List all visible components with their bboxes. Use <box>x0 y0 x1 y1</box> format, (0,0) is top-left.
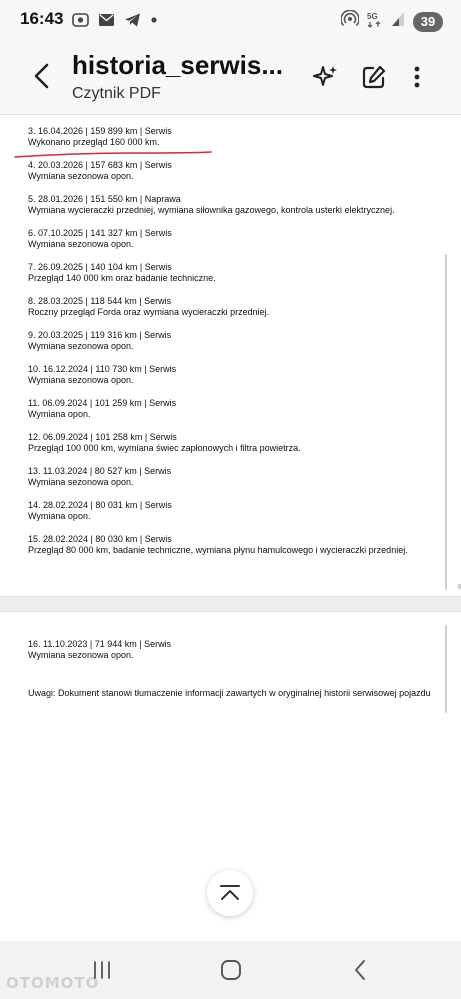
entry-detail: Wymiana sezonowa opon. <box>28 239 134 249</box>
entry-detail: Przegląd 140 000 km oraz badanie techniczne. <box>28 273 216 283</box>
history-entry <box>28 432 301 454</box>
more-vert-icon <box>410 65 424 89</box>
mail-icon <box>98 12 115 33</box>
back-icon <box>353 960 367 980</box>
status-bar <box>0 0 461 42</box>
entry-detail: Wymiana sezonowa opon. <box>28 171 134 181</box>
entry-detail: Wymiana sezonowa opon. <box>28 650 134 660</box>
svg-text:5G: 5G <box>367 12 378 21</box>
5g-icon <box>367 10 383 33</box>
entry-detail: Wymiana sezonowa opon. <box>28 341 134 351</box>
entry-heading: 9. 20.03.2025 | 119 316 km | Serwis <box>28 330 172 340</box>
history-entry <box>28 466 171 488</box>
hotspot-icon <box>341 10 359 33</box>
history-entry <box>28 534 408 556</box>
history-entry <box>28 296 269 318</box>
entry-heading: 11. 06.09.2024 | 101 259 km | Serwis <box>28 398 177 408</box>
entry-detail: Roczny przegląd Forda oraz wymiana wycieraczki przedniej. <box>28 307 270 317</box>
home-button[interactable] <box>216 959 246 981</box>
chevron-left-icon <box>33 63 51 89</box>
home-icon <box>220 959 242 981</box>
status-system-icons <box>341 10 443 33</box>
signal-icon <box>391 11 405 32</box>
entry-detail: Przegląd 80 000 km, badanie techniczne, wymiana płynu hamulcowego i wycieraczki przedniej. <box>28 545 408 555</box>
scroll-to-top-button[interactable] <box>207 870 253 916</box>
page-separator <box>0 596 461 612</box>
screenshot-icon <box>72 12 89 33</box>
entry-heading: 3. 16.04.2026 | 159 899 km | Serwis <box>28 126 172 136</box>
entry-heading: 4. 20.03.2026 | 157 683 km | Serwis <box>28 160 172 170</box>
history-entry <box>28 500 172 522</box>
entry-heading: 16. 11.10.2023 | 71 944 km | Serwis <box>28 639 172 649</box>
telegram-icon <box>124 12 141 33</box>
entry-detail: Wymiana opon. <box>28 409 91 419</box>
document-note <box>28 688 431 699</box>
entry-detail: Wykonano przegląd 160 000 km. <box>28 137 160 147</box>
entry-heading: 8. 28.03.2025 | 118 544 km | Serwis <box>28 296 172 306</box>
more-options-button[interactable] <box>402 62 432 92</box>
history-entry <box>28 262 216 284</box>
entry-heading: 15. 28.02.2024 | 80 030 km | Serwis <box>28 534 172 544</box>
entry-detail: Wymiana sezonowa opon. <box>28 375 134 385</box>
red-underline-annotation <box>14 151 212 159</box>
pdf-viewer[interactable] <box>0 115 461 941</box>
entry-detail: Przegląd 100 000 km, wymiana świec zapłonowych i filtra powietrza. <box>28 443 301 453</box>
note-text: Uwagi: Dokument stanowi tłumaczenie informacji zawartych w oryginalnej historii serwisowej pojazdu <box>28 688 431 698</box>
status-time: 16:43 <box>20 9 64 28</box>
history-entry <box>28 228 172 250</box>
history-entry <box>28 194 395 216</box>
history-entry <box>28 330 171 352</box>
history-entry <box>28 126 172 148</box>
entry-detail: Wymiana opon. <box>28 511 91 521</box>
entry-heading: 14. 28.02.2024 | 80 031 km | Serwis <box>28 500 172 510</box>
app-subtitle: Czytnik PDF <box>72 85 161 102</box>
app-bar <box>0 42 461 115</box>
history-entry <box>28 398 176 420</box>
edit-icon <box>361 64 387 90</box>
entry-heading: 6. 07.10.2025 | 141 327 km | Serwis <box>28 228 172 238</box>
history-entry <box>28 160 172 182</box>
watermark-logo: OTOMOTO <box>6 974 100 992</box>
entry-heading: 10. 16.12.2024 | 110 730 km | Serwis <box>28 364 177 374</box>
history-entry <box>28 639 171 661</box>
scroll-indicator[interactable] <box>445 254 447 590</box>
entry-heading: 13. 11.03.2024 | 80 527 km | Serwis <box>28 466 172 476</box>
dot-icon <box>150 12 158 33</box>
back-button[interactable] <box>26 60 58 92</box>
entry-detail: Wymiana sezonowa opon. <box>28 477 134 487</box>
status-notification-icons <box>72 12 158 33</box>
entry-heading: 5. 28.01.2026 | 151 550 km | Naprawa <box>28 194 181 204</box>
nav-back-button[interactable] <box>345 959 375 981</box>
entry-detail: Wymiana wycieraczki przedniej, wymiana siłownika gazowego, kontrola usterki elektrycznej. <box>28 205 395 215</box>
document-title: historia_serwis... <box>72 50 283 80</box>
ai-sparkle-icon <box>313 64 339 90</box>
entry-heading: 12. 06.09.2024 | 101 258 km | Serwis <box>28 432 177 442</box>
scroll-indicator[interactable] <box>445 625 447 713</box>
edit-button[interactable] <box>359 62 389 92</box>
history-entry <box>28 364 176 386</box>
entry-heading: 7. 26.09.2025 | 140 104 km | Serwis <box>28 262 172 272</box>
ai-assist-button[interactable] <box>311 62 341 92</box>
scroll-to-top-icon <box>219 884 241 902</box>
battery-icon: 39 <box>413 12 443 32</box>
